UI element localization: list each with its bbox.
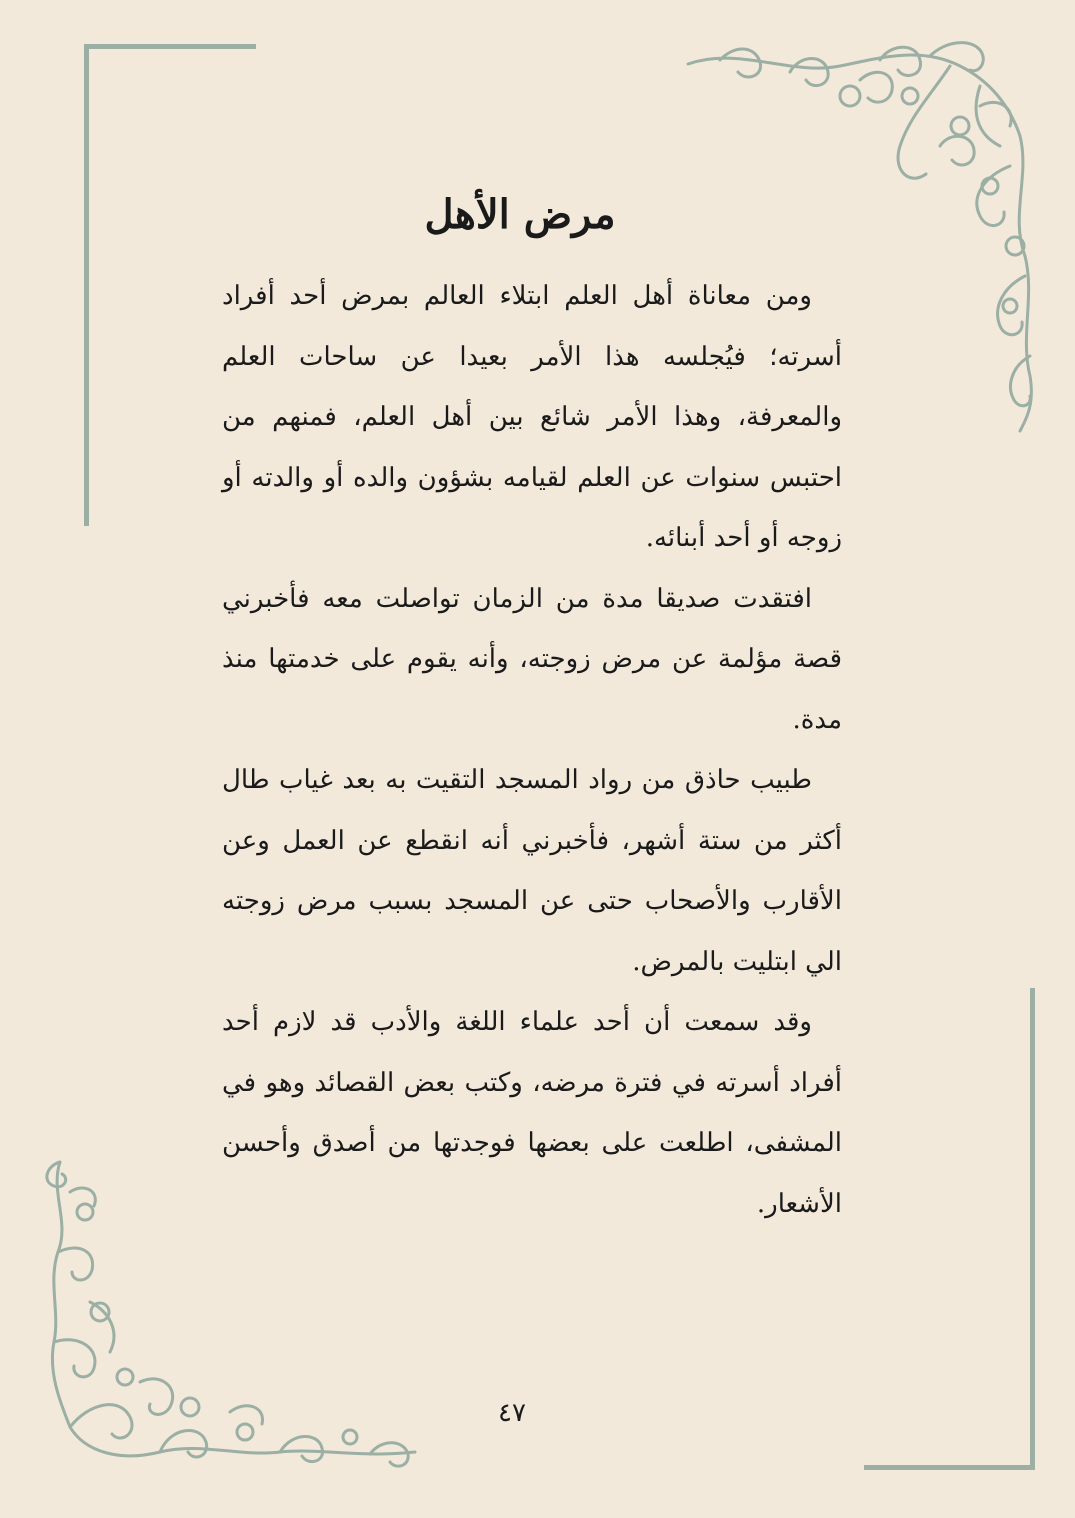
frame-bottom-right-horizontal [864,1465,1035,1470]
frame-top-left-vertical [84,44,89,526]
paragraph: وقد سمعت أن أحد علماء اللغة والأدب قد لازم أحد أفراد أسرته في فترة مرضه، وكتب بعض القصائد وهو في المشفى، اطلعت على بعضها فوجدتها من أصدق وأحسن الأشعار. [222,1007,842,1219]
frame-bottom-right-vertical [1030,988,1035,1470]
paragraph: ومن معاناة أهل العلم ابتلاء العالم بمرض أحد أفراد أسرته؛ فيُجلسه هذا الأمر بعيدا عن ساحات العلم والمعرفة، وهذا الأمر شائع بين أهل العلم، فمنهم من احتبس سنوات عن العلم لقيامه بشؤون والده أو والدته أو زوجه أو أحد أبنائه. [222,281,842,553]
paragraph: طبيب حاذق من رواد المسجد التقيت به بعد غياب طال أكثر من ستة أشهر، فأخبرني أنه انقطع عن العمل وعن الأقارب والأصحاب حتى عن المسجد بسبب مرض زوجته الي ابتليت بالمرض. [222,765,842,977]
body-text [222,266,842,1234]
page-title: مرض الأهل [424,191,616,238]
frame-top-left-horizontal [84,44,256,49]
paragraph: افتقدت صديقا مدة من الزمان تواصلت معه فأخبرني قصة مؤلمة عن مرض زوجته، وأنه يقوم على خدمتها منذ مدة. [222,583,842,735]
page-number: ٤٧ [498,1398,526,1428]
